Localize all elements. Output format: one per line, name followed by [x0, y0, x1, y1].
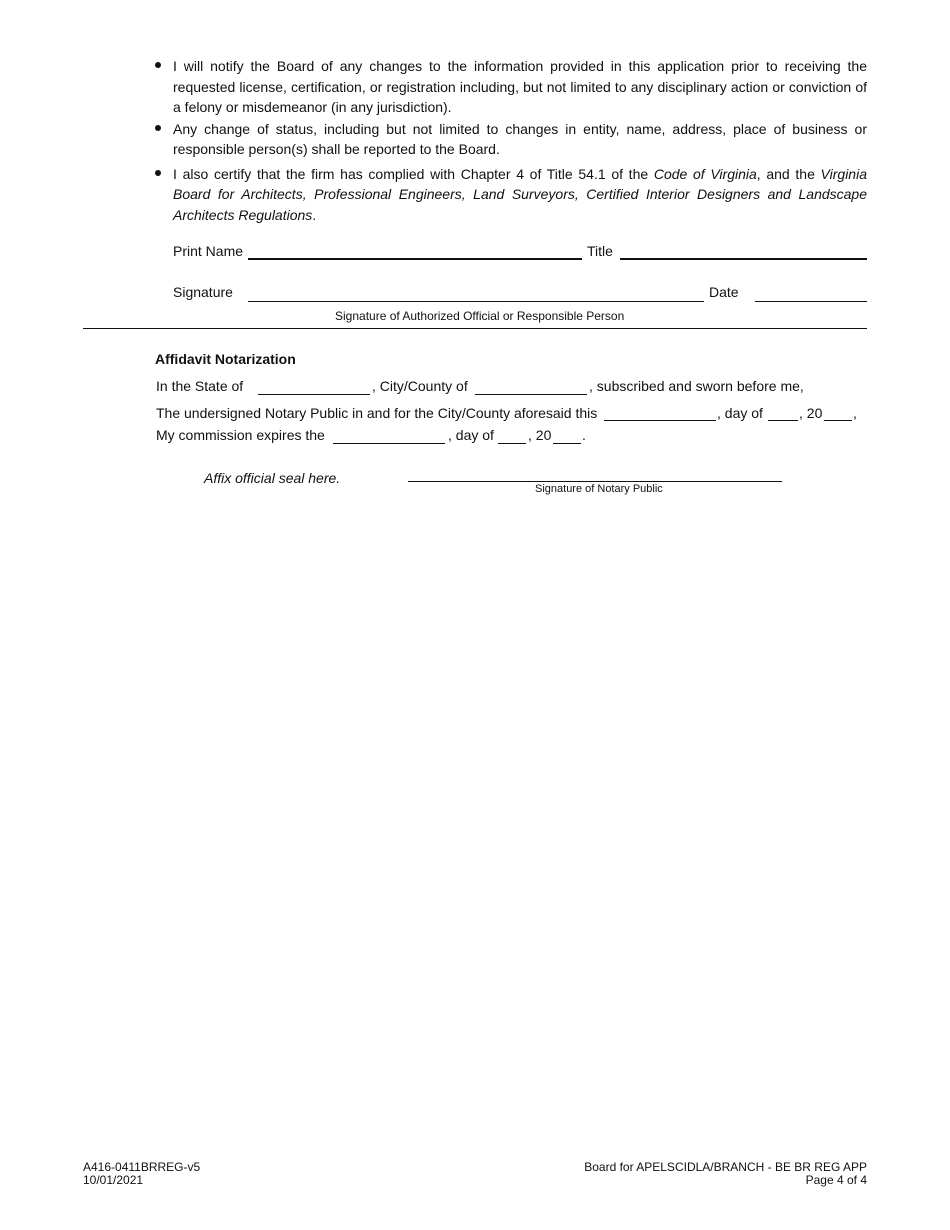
footer-right — [584, 1161, 867, 1187]
commission-label: My commission expires the — [156, 427, 325, 443]
city-county-label: , City/County of — [372, 378, 468, 394]
commission-month-field[interactable] — [498, 443, 526, 444]
affidavit-heading: Affidavit Notarization — [155, 351, 296, 367]
bullet-icon — [155, 62, 161, 68]
notary-signature-field[interactable] — [408, 481, 782, 482]
board-text: Board for APELSCIDLA/BRANCH - BE BR REG APP — [584, 1160, 867, 1174]
certification-item-compliance: I also certify that the firm has complied with Chapter 4 of Title 54.1 of the Code of Virginia, and the Virginia Board for Architects, Professional Engineers, Land Surveyors, Certified Interior Designers and Landscape Architects Regulations. — [173, 165, 867, 223]
commission-line-end: . — [582, 427, 586, 443]
signature-field[interactable] — [248, 301, 704, 302]
list-item — [155, 164, 867, 226]
section-divider — [83, 328, 867, 329]
commission-year-field[interactable] — [553, 443, 581, 444]
city-county-field[interactable] — [475, 394, 587, 395]
date-label: Date — [709, 284, 739, 300]
notary-year-field[interactable] — [824, 420, 852, 421]
date-field[interactable] — [755, 301, 867, 302]
notary-line-end: , — [853, 405, 857, 421]
certification-item-status-change: Any change of status, including but not limited to changes in entity, name, address, place of business or responsible person(s) shall be reported to the Board. — [173, 120, 867, 157]
commission-year-prefix: , 20 — [528, 427, 552, 443]
form-id: A416-0411BRREG-v5 — [83, 1160, 201, 1174]
signature-label: Signature — [173, 284, 233, 300]
list-item — [155, 56, 867, 118]
state-field[interactable] — [258, 394, 370, 395]
page-number: Page 4 of 4 — [805, 1173, 867, 1187]
certification-item-notify: I will notify the Board of any changes to the information provided in this application prior to receiving the requested license, certification, or registration including, but not limited to any disciplinary action or conviction of a felony or misdemeanor (in any jurisdiction). — [173, 58, 867, 115]
title-field[interactable] — [620, 258, 867, 260]
title-label: Title — [587, 243, 613, 259]
notary-statement: The undersigned Notary Public in and for the City/County aforesaid this — [156, 405, 598, 421]
commission-day-field[interactable] — [333, 443, 445, 444]
notary-month-field[interactable] — [768, 420, 798, 421]
notary-signature-caption: Signature of Notary Public — [535, 483, 663, 495]
commission-day-of-label: , day of — [448, 427, 494, 443]
certification-list — [155, 56, 867, 226]
notary-day-field[interactable] — [604, 420, 716, 421]
seal-instruction: Affix official seal here. — [204, 470, 341, 486]
signature-caption: Signature of Authorized Official or Responsible Person — [335, 309, 625, 323]
notary-year-prefix: , 20 — [799, 405, 823, 421]
notary-day-of-label: , day of — [717, 405, 763, 421]
print-name-field[interactable] — [248, 258, 582, 260]
sworn-text: , subscribed and sworn before me, — [589, 378, 804, 394]
state-label: In the State of — [156, 378, 244, 394]
bullet-icon — [155, 170, 161, 176]
form-date: 10/01/2021 — [83, 1173, 144, 1187]
footer-left — [83, 1161, 200, 1187]
print-name-label: Print Name — [173, 243, 244, 259]
list-item — [155, 119, 867, 160]
bullet-icon — [155, 125, 161, 131]
